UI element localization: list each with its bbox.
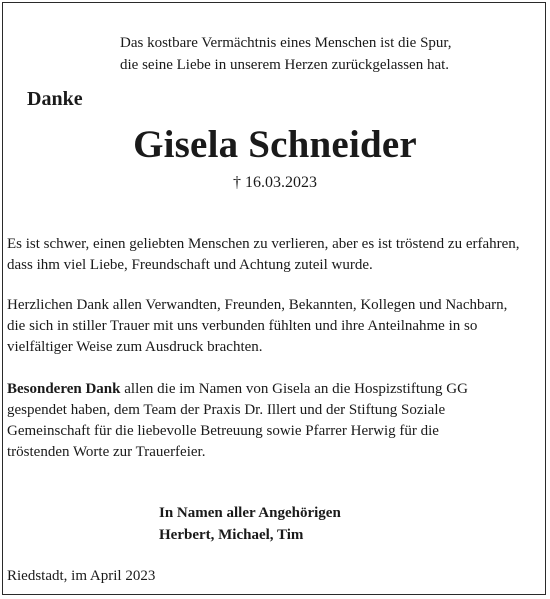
paragraph-line: Es ist schwer, einen geliebten Menschen zu verlieren, aber es ist tröstend zu erfahren,	[7, 236, 520, 252]
bold-lead: Besonderen Dank	[7, 381, 121, 397]
paragraph-1	[7, 234, 547, 276]
paragraph-line: vielfältiger Weise zum Ausdruck brachten.	[7, 339, 263, 355]
paragraph-text: allen die im Namen von Gisela an die Hospizstiftung GG	[120, 381, 468, 397]
signature-line: In Namen aller Angehörigen	[159, 505, 341, 521]
signature-names: Herbert, Michael, Tim	[159, 527, 304, 543]
paragraph-line: Gemeinschaft für die liebevolle Betreuung sowie Pfarrer Herwig für die	[7, 423, 439, 439]
heading-danke: Danke	[27, 88, 83, 110]
paragraph-3	[7, 379, 547, 463]
paragraph-line: tröstenden Worte zur Trauerfeier.	[7, 444, 206, 460]
paragraph-2	[7, 295, 547, 358]
paragraph-line: dass ihm viel Liebe, Freundschaft und Achtung zuteil wurde.	[7, 257, 373, 273]
motto-line: Das kostbare Vermächtnis eines Menschen ist die Spur,	[120, 35, 452, 51]
paragraph-line: die sich in stiller Trauer mit uns verbunden fühlten und ihre Anteilnahme in so	[7, 318, 478, 334]
paragraph-line: gespendet haben, dem Team der Praxis Dr. Illert und der Stiftung Soziale	[7, 402, 446, 418]
death-date: † 16.03.2023	[233, 174, 317, 191]
paragraph-line: Herzlichen Dank allen Verwandten, Freunden, Bekannten, Kollegen und Nachbarn,	[7, 297, 508, 313]
motto-line: die seine Liebe in unserem Herzen zurückgelassen hat.	[120, 57, 450, 73]
signature-block	[159, 502, 341, 546]
place-date: Riedstadt, im April 2023	[7, 568, 156, 584]
paragraph-line	[7, 379, 547, 400]
motto-quote	[120, 32, 500, 76]
deceased-name: Gisela Schneider	[133, 123, 417, 166]
